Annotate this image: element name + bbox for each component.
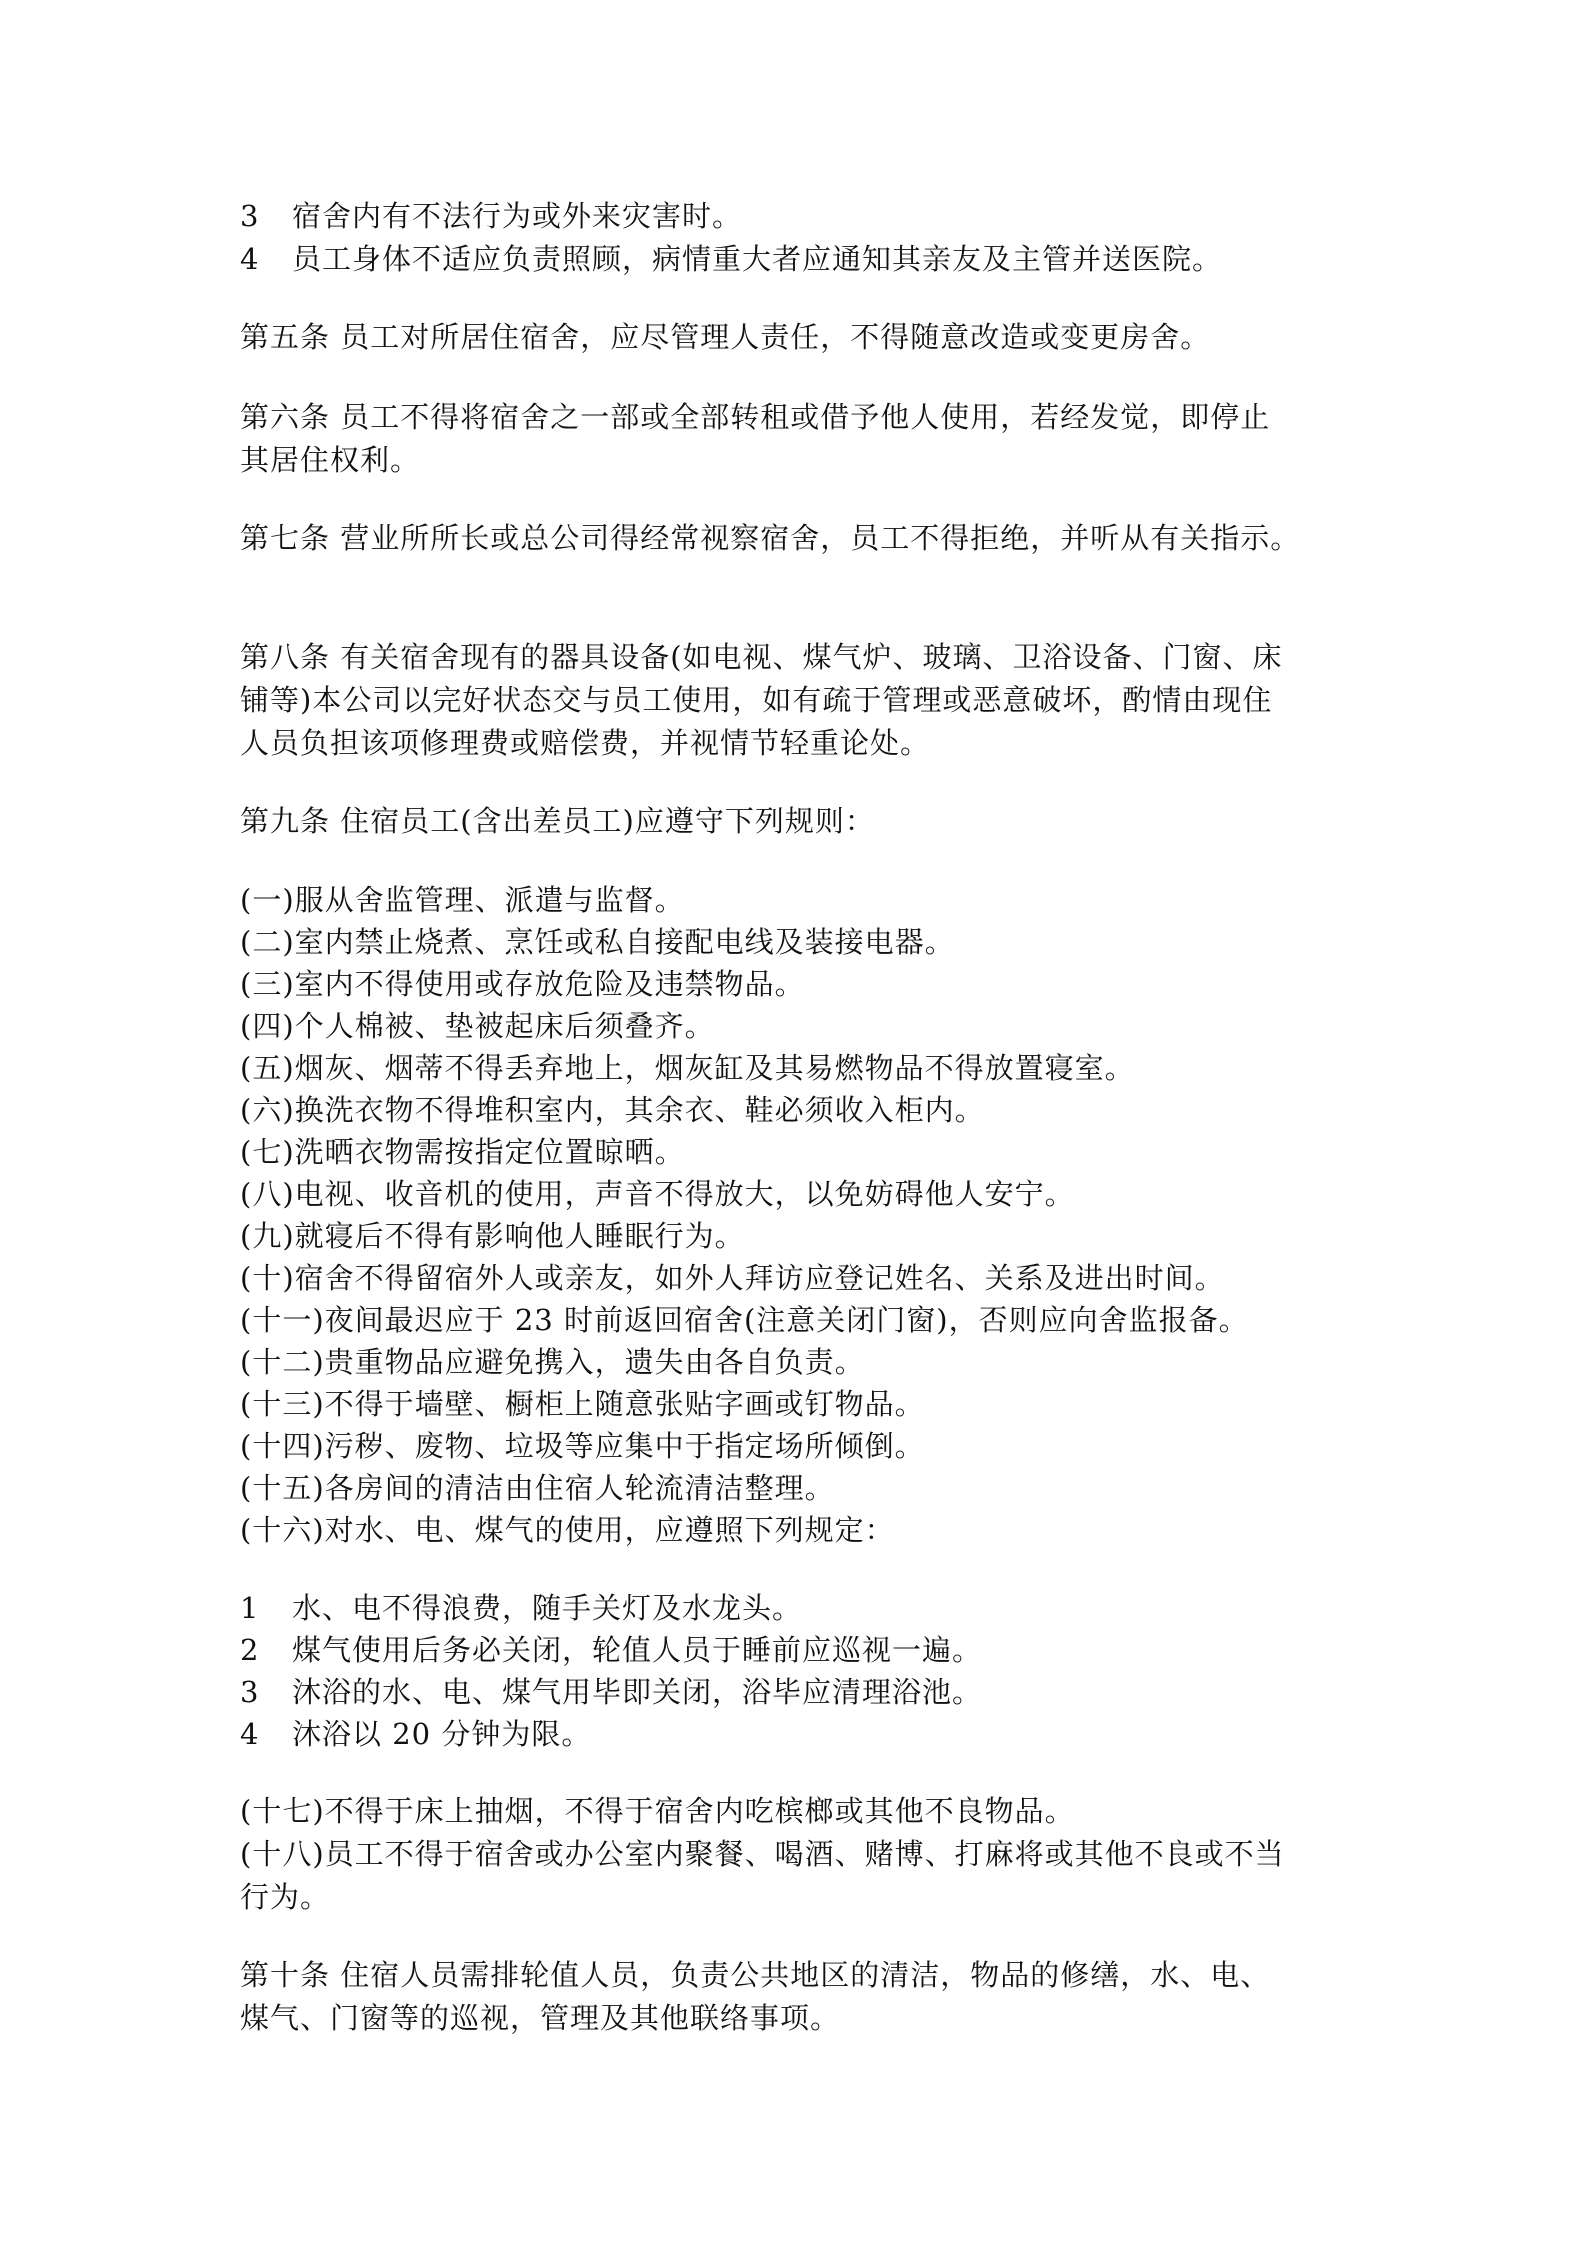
line-text: 煤气、门窗等的巡视，管理及其他联络事项。 [240,2001,841,2035]
line-text: (十一)夜间最迟应于 23 时前返回宿舍(注意关闭门窗)，否则应向舍监报备。 [240,1303,1249,1337]
document-paragraph-line [240,637,1283,677]
document-paragraph-line [240,1342,865,1382]
document-paragraph-line [240,397,1270,437]
list-number: 3 [240,1675,260,1709]
document-paragraph-line [240,1998,840,2038]
line-text: 员工身体不适应负责照顾，病情重大者应通知其亲友及主管并送医院。 [292,242,1223,276]
document-paragraph-line [240,1174,1075,1214]
line-text: (七)洗晒衣物需按指定位置晾晒。 [240,1135,685,1169]
line-text: 煤气使用后务必关闭，轮值人员于睡前应巡视一遍。 [292,1633,983,1667]
numbered-list-item [240,196,742,236]
document-paragraph-line [240,1006,715,1046]
line-text: (三)室内不得使用或存放危险及违禁物品。 [240,967,805,1001]
document-paragraph-line [240,1048,1135,1088]
line-text: 沐浴以 20 分钟为限。 [292,1717,592,1751]
document-paragraph-line [240,1955,1270,1995]
document-paragraph-line [240,1834,1285,1874]
line-text: 人员负担该项修理费或赔偿费，并视情节轻重论处。 [240,726,931,760]
line-text: (十)宿舍不得留宿外人或亲友，如外人拜访应登记姓名、关系及进出时间。 [240,1261,1225,1295]
numbered-list-item [240,1672,982,1712]
line-text: (九)就寝后不得有影响他人睡眠行为。 [240,1219,745,1253]
line-text: (五)烟灰、烟蒂不得丢弃地上，烟灰缸及其易燃物品不得放置寝室。 [240,1051,1135,1085]
line-text: (二)室内禁止烧煮、烹饪或私自接配电线及装接电器。 [240,925,955,959]
line-text: (四)个人棉被、垫被起床后须叠齐。 [240,1009,715,1043]
document-paragraph-line [240,317,1210,357]
line-text: 第五条 员工对所居住宿舍，应尽管理人责任，不得随意改造或变更房舍。 [240,320,1211,354]
line-text: (十三)不得于墙壁、橱柜上随意张贴字画或钉物品。 [240,1387,925,1421]
document-paragraph-line [240,1300,1249,1340]
line-text: (八)电视、收音机的使用，声音不得放大，以免妨碍他人安宁。 [240,1177,1075,1211]
line-text: 沐浴的水、电、煤气用毕即关闭，浴毕应清理浴池。 [292,1675,983,1709]
line-text: 其居住权利。 [240,443,421,477]
numbered-list-item [240,239,1222,279]
document-paragraph-line [240,1132,685,1172]
line-text: 第六条 员工不得将宿舍之一部或全部转租或借予他人使用，若经发觉，即停止 [240,400,1271,434]
document-paragraph-line [240,1791,1075,1831]
document-paragraph-line [240,1510,895,1550]
numbered-list-item [240,1588,802,1628]
line-text: 第七条 营业所所长或总公司得经常视察宿舍，员工不得拒绝，并听从有关指示。 [240,521,1301,555]
list-number: 4 [240,242,260,276]
line-text: 行为。 [240,1880,331,1914]
line-text: 第十条 住宿人员需排轮值人员，负责公共地区的清洁，物品的修缮，水、电、 [240,1958,1271,1992]
list-number: 2 [240,1633,260,1667]
numbered-list-item [240,1630,982,1670]
line-text: 铺等)本公司以完好状态交与员工使用，如有疏于管理或恶意破坏，酌情由现住 [240,683,1273,717]
line-text: (十五)各房间的清洁由住宿人轮流清洁整理。 [240,1471,835,1505]
numbered-list-item [240,1714,591,1754]
line-text: (十二)贵重物品应避免携入，遗失由各自负责。 [240,1345,865,1379]
document-paragraph-line [240,1877,330,1917]
document-paragraph-line [240,922,955,962]
document-paragraph-line [240,680,1272,720]
line-text: 第九条 住宿员工(含出差员工)应遵守下列规则： [240,804,875,838]
line-text: 水、电不得浪费，随手关灯及水龙头。 [292,1591,803,1625]
document-paragraph-line [240,1426,925,1466]
document-paragraph-line [240,440,420,480]
line-text: (一)服从舍监管理、派遣与监督。 [240,883,685,917]
line-text: 宿舍内有不法行为或外来灾害时。 [292,199,743,233]
document-paragraph-line [240,964,805,1004]
document-paragraph-line [240,1384,925,1424]
document-paragraph-line [240,801,875,841]
line-text: (六)换洗衣物不得堆积室内，其余衣、鞋必须收入柜内。 [240,1093,985,1127]
line-text: (十六)对水、电、煤气的使用，应遵照下列规定： [240,1513,895,1547]
document-paragraph-line [240,880,685,920]
document-paragraph-line [240,518,1300,558]
document-paragraph-line [240,1258,1225,1298]
document-paragraph-line [240,723,930,763]
line-text: (十七)不得于床上抽烟，不得于宿舍内吃槟榔或其他不良物品。 [240,1794,1075,1828]
line-text: 第八条 有关宿舍现有的器具设备(如电视、煤气炉、玻璃、卫浴设备、门窗、床 [240,640,1283,674]
list-number: 4 [240,1717,260,1751]
list-number: 1 [240,1591,260,1625]
list-number: 3 [240,199,260,233]
document-paragraph-line [240,1090,985,1130]
document-paragraph-line [240,1468,835,1508]
line-text: (十四)污秽、废物、垃圾等应集中于指定场所倾倒。 [240,1429,925,1463]
line-text: (十八)员工不得于宿舍或办公室内聚餐、喝酒、赌博、打麻将或其他不良或不当 [240,1837,1285,1871]
document-paragraph-line [240,1216,745,1256]
